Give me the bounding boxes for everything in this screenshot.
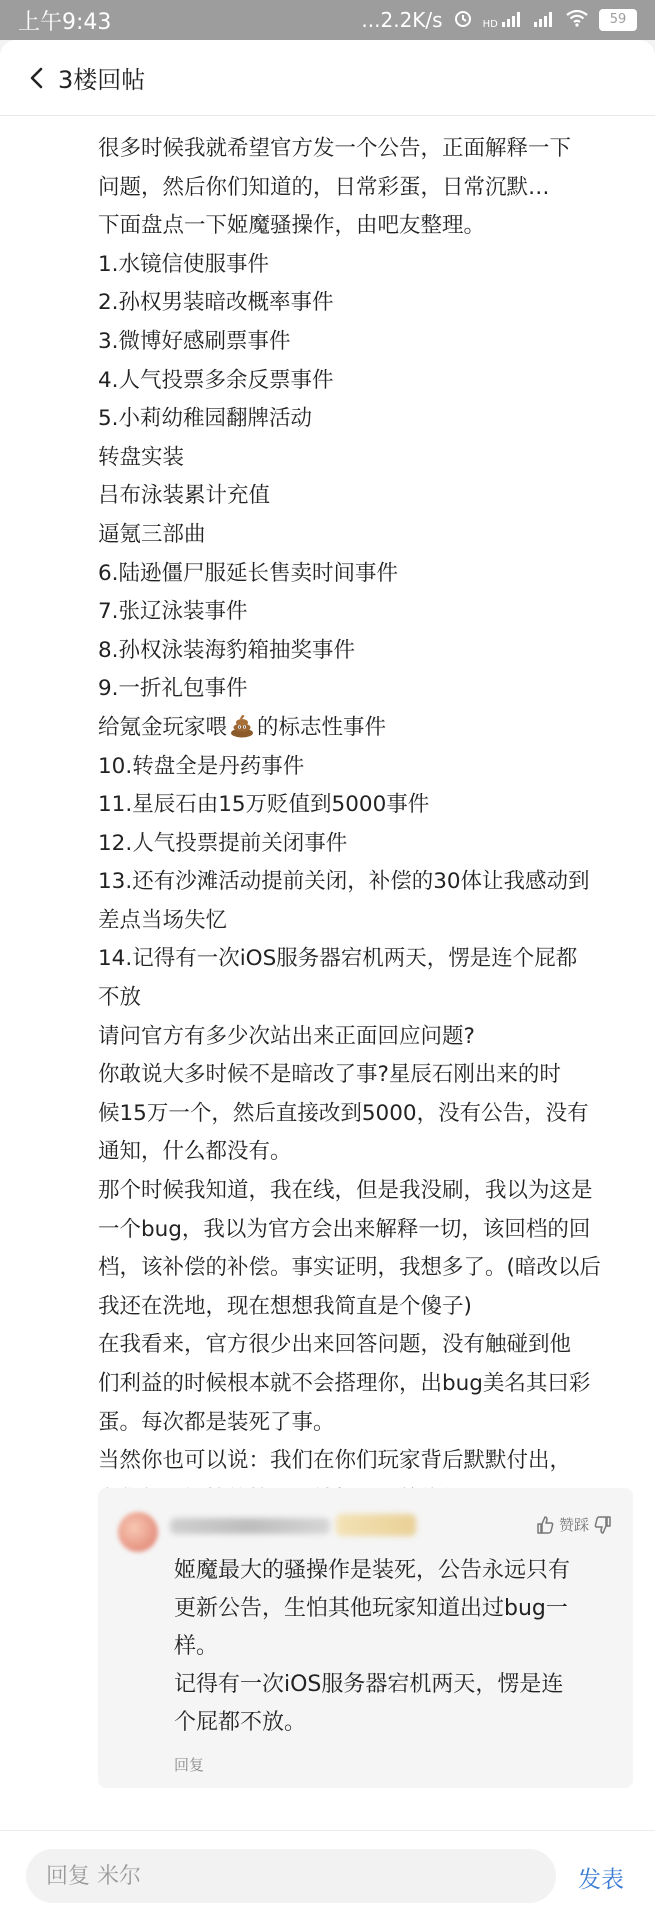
status-icons (361, 8, 637, 33)
post-line: 6.陆逊僵尸服延长售卖时间事件 (98, 560, 399, 586)
emoji-line-after: 的标志性事件 (257, 714, 387, 740)
reply-link[interactable]: 回复 (174, 1756, 205, 1774)
emoji-line-before: 给氪金玩家喂 (98, 714, 228, 740)
post-body (98, 130, 633, 1519)
chevron-left-icon (26, 67, 48, 89)
reply-line: 记得有一次iOS服务器宕机两天，愣是连 (174, 1672, 564, 1697)
post-line: 12.人气投票提前关闭事件 (98, 830, 348, 856)
thumbs-down-icon[interactable] (593, 1515, 613, 1535)
post-line: 5.小莉幼稚园翻牌活动 (98, 406, 313, 432)
reply-line: 更新公告，生怕其他玩家知道出过bug一 (174, 1596, 568, 1621)
post-line: 9.一折礼包事件 (98, 676, 248, 702)
post-line: 很多时候我就希望官方发一个公告，正面解释一下 (98, 136, 572, 161)
battery-indicator: 59 (599, 9, 637, 31)
post-line: 逼氪三部曲 (98, 521, 206, 547)
post-line-with-emoji (98, 709, 633, 748)
post-line: 吕布泳装累计充值 (98, 483, 271, 509)
vote-controls (535, 1514, 613, 1535)
page-title: 3楼回帖 (58, 66, 146, 94)
post-line: 通知，什么都没有。 (98, 1139, 292, 1165)
post-line: 3.微博好感刷票事件 (98, 328, 291, 354)
avatar[interactable] (118, 1512, 158, 1552)
post-line: 蛋。每次都是装死了事。 (98, 1409, 335, 1435)
post-line: 请问官方有多少次站出来正面回应问题? (98, 1023, 475, 1049)
wifi-icon (565, 8, 589, 32)
post-line: 8.孙权泳装海豹箱抽奖事件 (98, 637, 356, 663)
reply-line: 姬魔最大的骚操作是装死，公告永远只有 (174, 1558, 571, 1583)
post-line: 那个时候我知道，我在线，但是我没刷，我以为这是 (98, 1178, 593, 1204)
post-line: 13.还有沙滩活动提前关闭，补偿的30体让我感动到 (98, 869, 590, 895)
post-line: 14.记得有一次iOS服务器宕机两天，愣是连个屁都 (98, 946, 578, 972)
post-line: 一个bug，我以为官方会出来解释一切，该回档的回 (98, 1216, 591, 1242)
post-line: 问题，然后你们知道的，日常彩蛋，日常沉默… (98, 174, 550, 200)
thumbs-up-icon[interactable] (535, 1515, 555, 1535)
network-speed: ...2.2K/s (361, 8, 443, 32)
post-line: 7.张辽泳装事件 (98, 599, 248, 625)
alarm-icon (453, 8, 473, 33)
post-line: 不放 (98, 985, 142, 1011)
post-line: 2.孙权男装暗改概率事件 (98, 290, 334, 316)
sub-reply (98, 1488, 633, 1788)
hd-signal-icon (483, 11, 523, 30)
post-line: 我还在洗地，现在想想我简直是个傻子) (98, 1293, 472, 1319)
post-line: 下面盘点一下姬魔骚操作，由吧友整理。 (98, 213, 486, 239)
post-line: 转盘实装 (98, 444, 185, 470)
status-time: 上午9:43 (18, 9, 112, 35)
sub-reply-text (174, 1552, 614, 1742)
send-button[interactable]: 发表 (578, 1867, 624, 1893)
status-bar (0, 0, 655, 40)
reply-input[interactable] (26, 1849, 556, 1903)
post-line: 当然你也可以说：我们在你们玩家背后默默付出， (98, 1448, 572, 1474)
reply-sheet (0, 40, 655, 1920)
reply-line: 个屁都不放。 (174, 1710, 307, 1735)
post-line: 11.星辰石由15万贬值到5000事件 (98, 792, 430, 818)
post-line: 们利益的时候根本就不会搭理你，出bug美名其曰彩 (98, 1371, 591, 1396)
reply-line: 样。 (174, 1634, 219, 1659)
post-line: 差点当场失忆 (98, 907, 228, 933)
header (0, 40, 655, 116)
blurred-badge (336, 1514, 416, 1536)
vote-label: 赞踩 (558, 1516, 589, 1534)
post-line: 1.水镜信使服事件 (98, 251, 270, 277)
post-line: 10.转盘全是丹药事件 (98, 753, 305, 779)
back-button[interactable] (26, 60, 145, 95)
post-line: 候15万一个，然后直接改到5000，没有公告，没有 (98, 1100, 589, 1126)
post-line: 在我看来，官方很少出来回答问题，没有触碰到他 (98, 1332, 572, 1358)
post-line: 你敢说大多时候不是暗改了事?星辰石刚出来的时 (98, 1062, 561, 1088)
signal-icon (533, 8, 555, 32)
bottom-input-bar (0, 1830, 655, 1920)
poop-emoji-icon (229, 712, 255, 738)
post-line: 4.人气投票多余反票事件 (98, 367, 334, 393)
post-line: 档，该补偿的补偿。事实证明，我想多了。(暗改以后 (98, 1255, 601, 1281)
blurred-username (170, 1518, 330, 1534)
hd-label: HD (482, 18, 498, 30)
